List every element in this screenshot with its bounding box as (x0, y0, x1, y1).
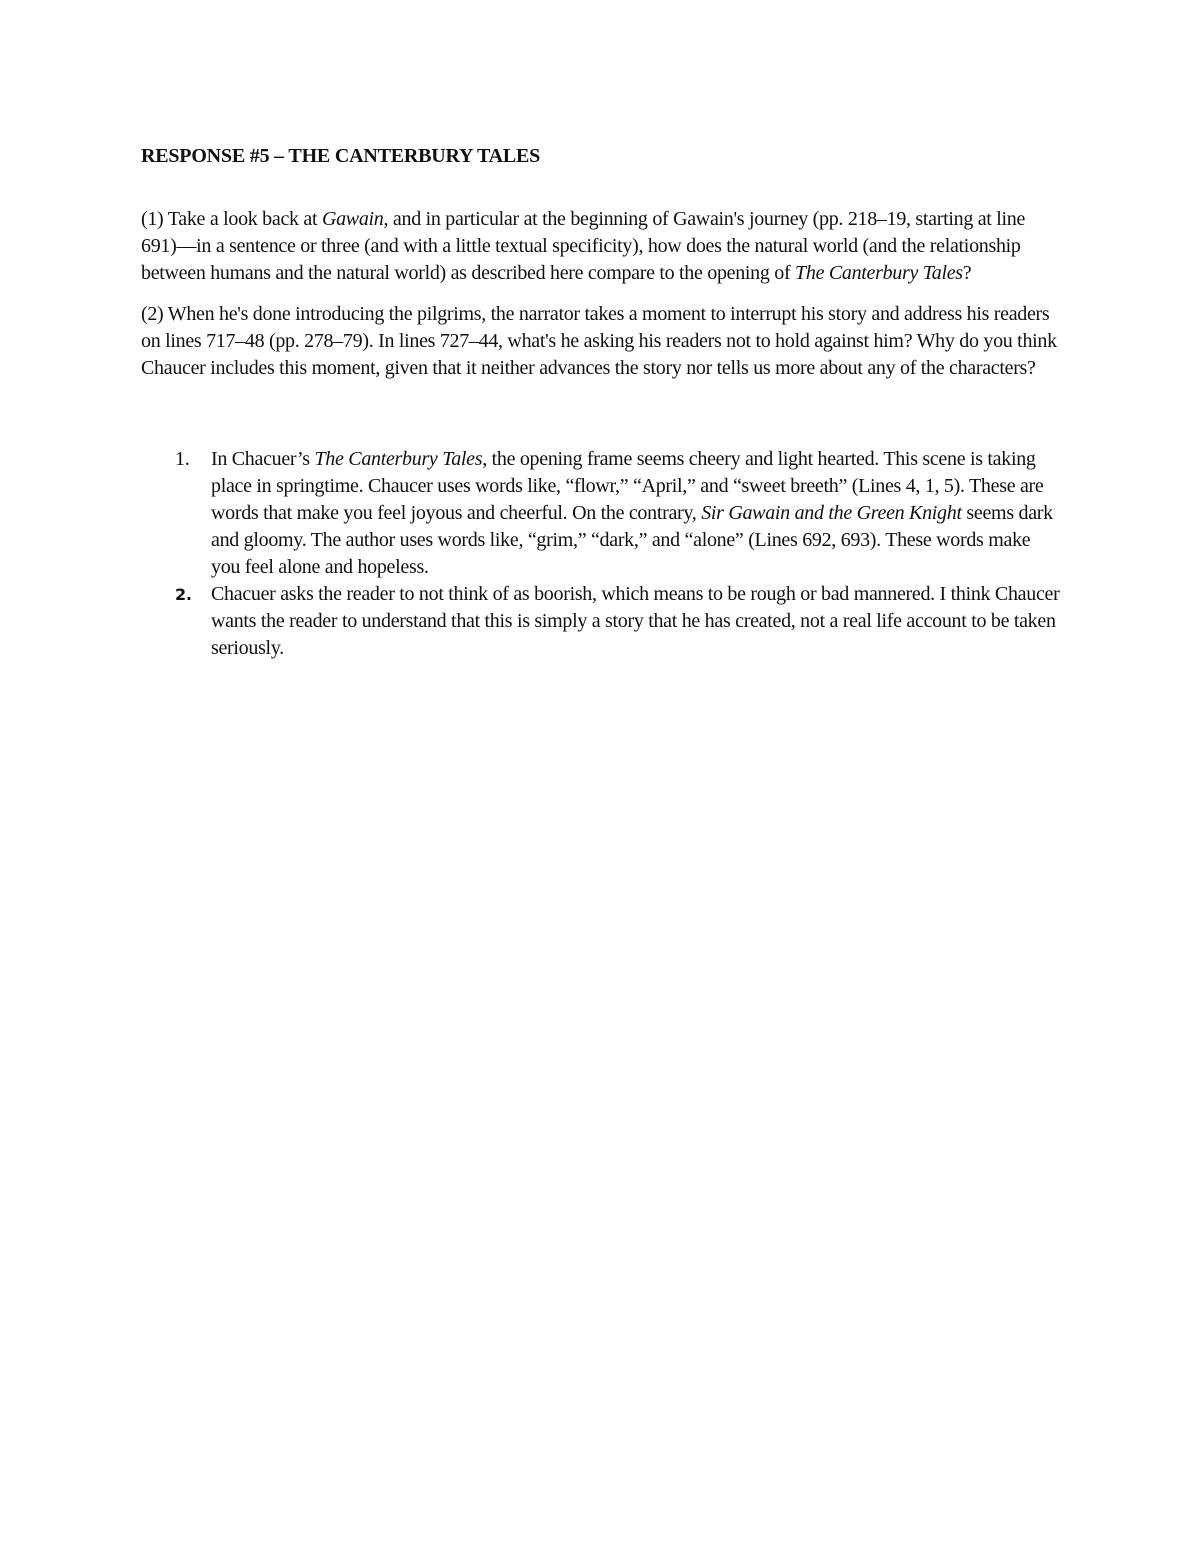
question-1-text-b: , and in particular at the beginning of Gawain's journey (pp. 218–19, starting at line 691)—in a sentence or three (and with a little textual specificity), how does the natural world (and the relationship between humans and the natural world) as described here compare to the opening of (141, 208, 1026, 284)
answer-1-number: 1. (175, 448, 190, 470)
answer-list (141, 446, 1061, 662)
document-title: RESPONSE #5 – THE CANTERBURY TALES (141, 145, 541, 167)
question-2: (2) When he's done introducing the pilgrims, the narrator takes a moment to interrupt his story and address his readers on lines 717–48 (pp. 278–79). In lines 727–44, what's he asking his readers not to hold against him? Why do you think Chaucer includes this moment, given that it neither advances the story nor tells us more about any of the characters? (141, 303, 1057, 379)
document-page (141, 140, 1061, 662)
question-1-text-a: (1) Take a look back at (141, 208, 322, 230)
answer-1-italic-canterbury: The Canterbury Tales (314, 448, 483, 470)
question-1 (141, 206, 1061, 287)
answer-2 (141, 581, 1061, 662)
answer-1-text-a: In Chacuer’s (211, 448, 315, 470)
answer-1-text-c: seems dark and gloomy. The author uses words like, “grim,” “dark,” and “alone” (Lines 692, 693). These words make you feel alone and hopeless. (211, 502, 1053, 578)
question-1-italic-canterbury: The Canterbury Tales (795, 262, 963, 284)
answer-1-italic-gawain: Sir Gawain and the Green Knight (701, 502, 962, 524)
answer-1-text-b: , the opening frame seems cheery and light hearted. This scene is taking place in springtime. Chaucer uses words like, “flowr,” “April,” and “sweet breeth” (Lines 4, 1, 5). These are words that make you feel joyous and cheerful. On the contrary, (211, 448, 1044, 524)
question-1-text-c: ? (962, 262, 972, 284)
answer-1 (141, 446, 1061, 581)
answer-2-number: 2. (175, 585, 192, 604)
answer-2-text: Chacuer asks the reader to not think of as boorish, which means to be rough or bad mannered. I think Chaucer wants the reader to understand that this is simply a story that he has created, not a real life account to be taken seriously. (211, 583, 1060, 659)
question-1-italic-gawain: Gawain (321, 208, 384, 230)
